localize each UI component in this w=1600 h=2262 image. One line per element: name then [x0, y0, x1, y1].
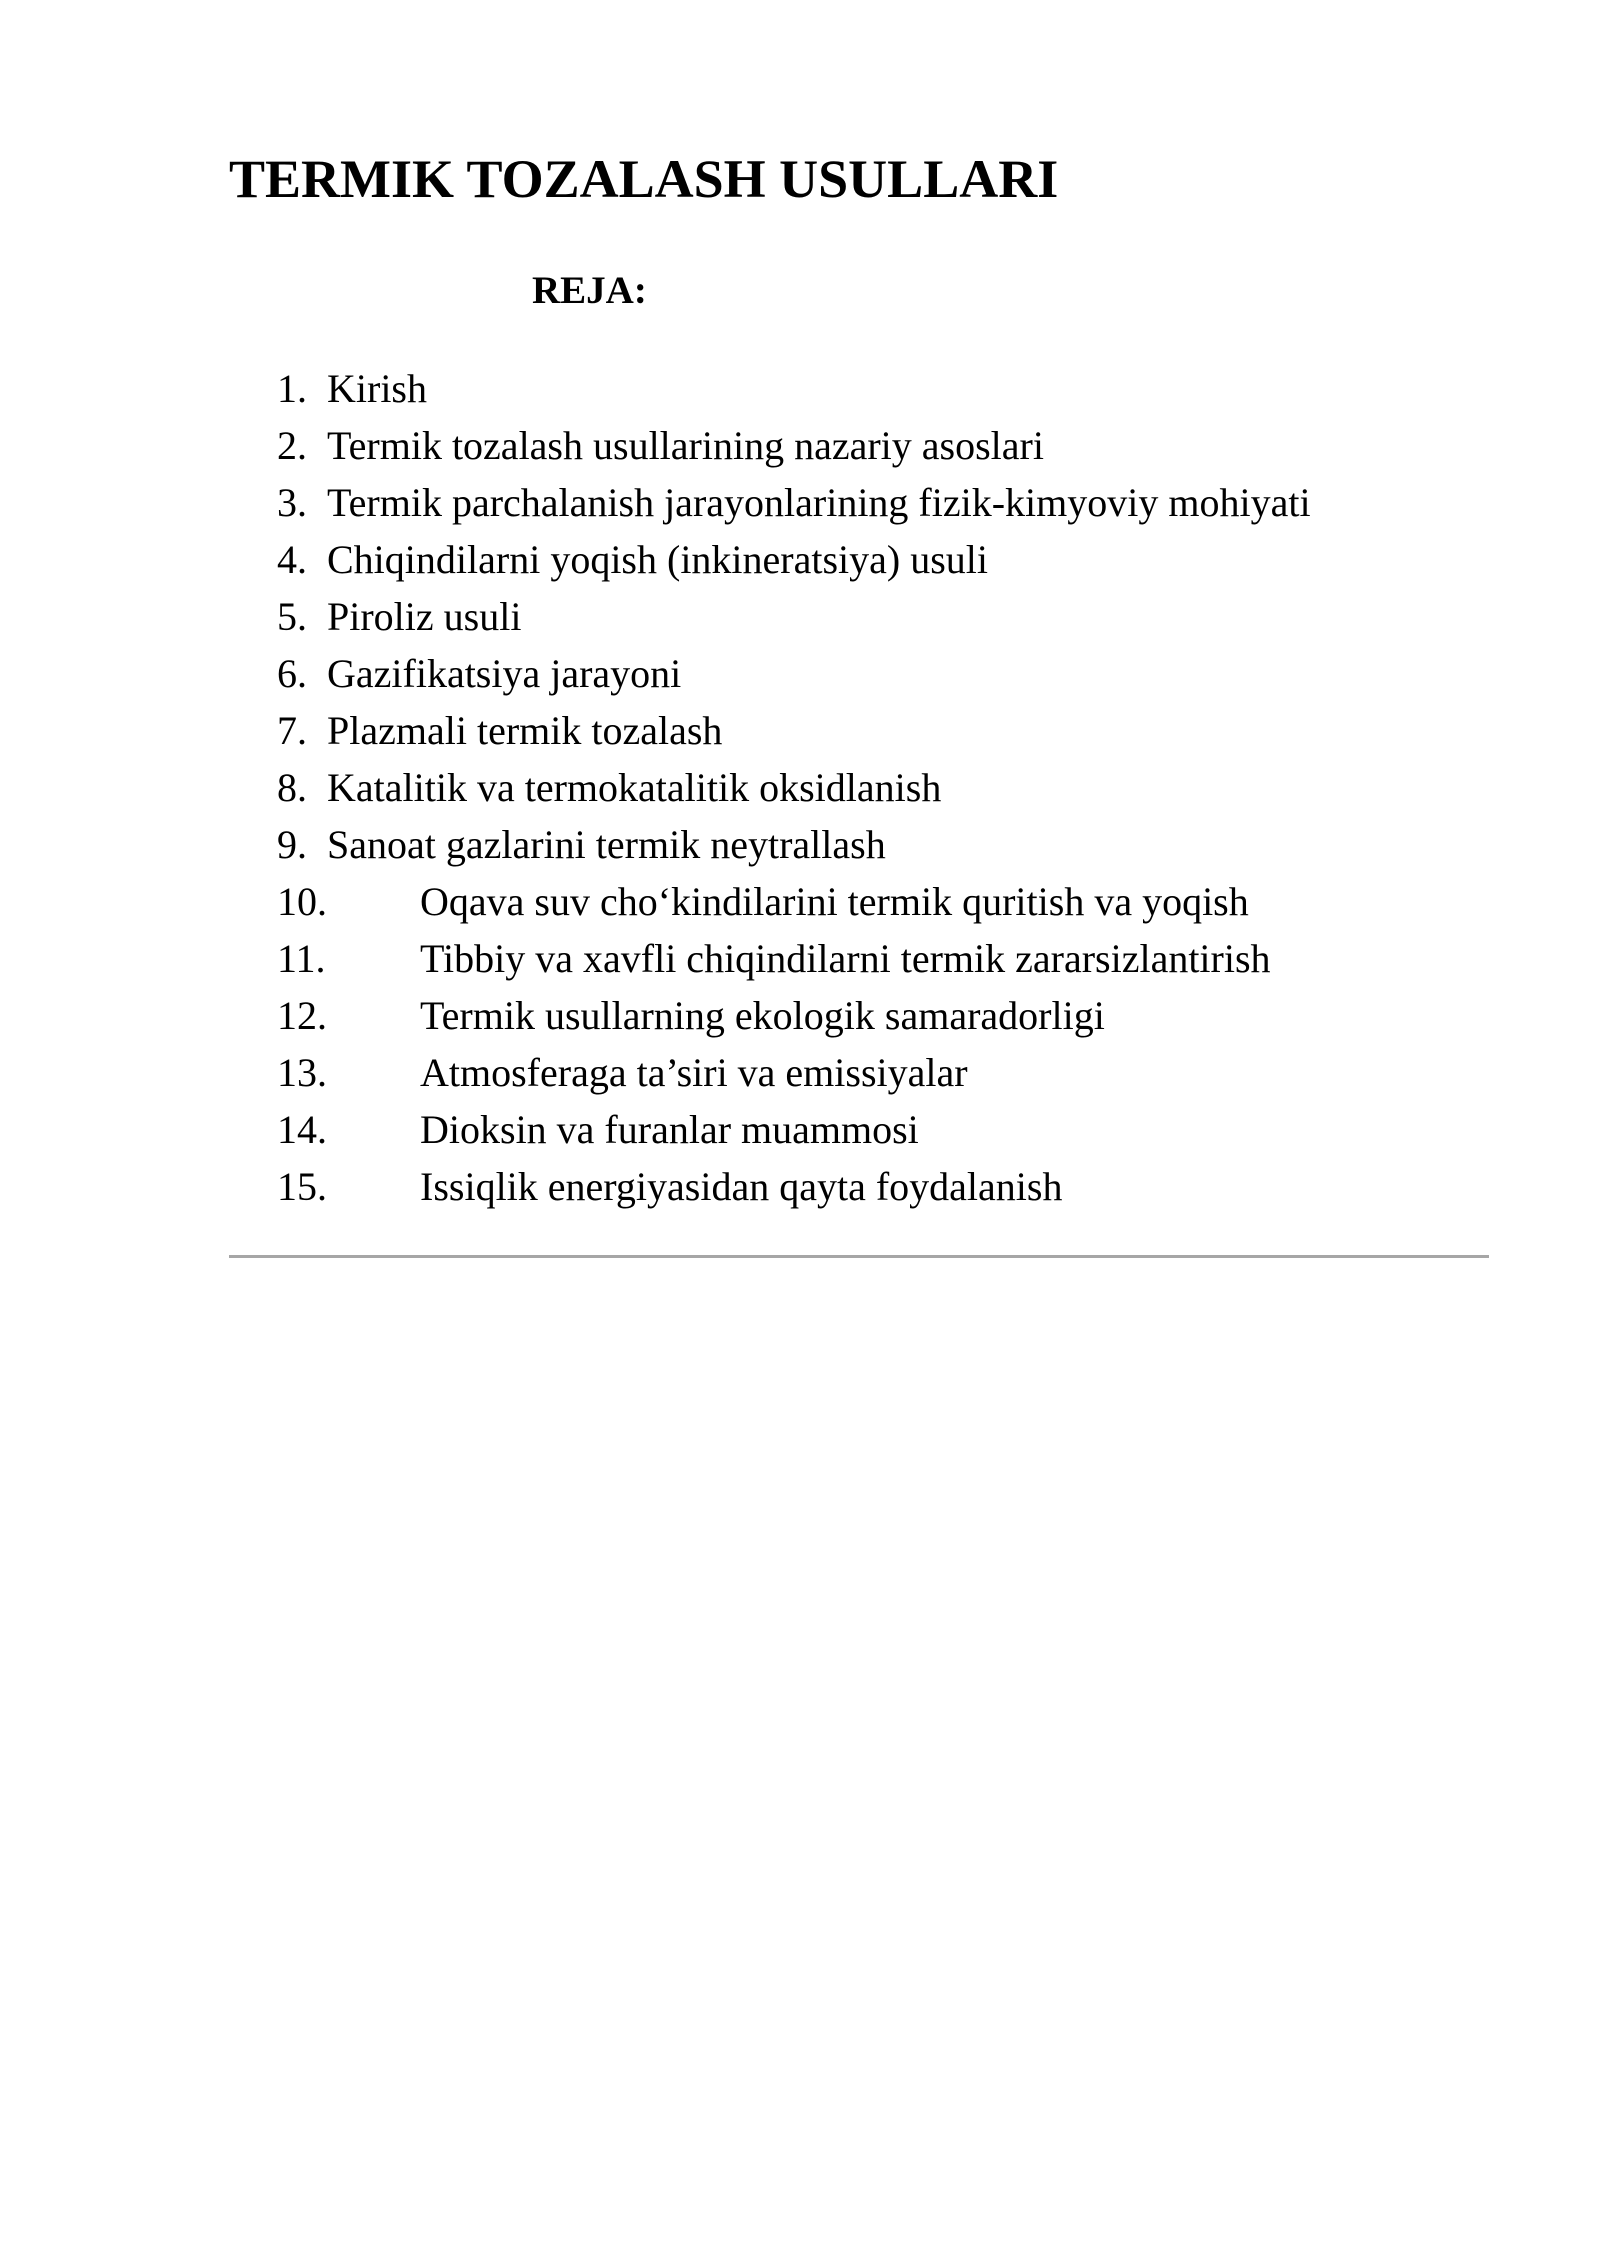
plan-item [0, 474, 1600, 531]
plan-item-text: Tibbiy va xavfli chiqindilarni termik zararsizlantirish [420, 936, 1271, 981]
plan-item-number: 10. [277, 879, 327, 924]
plan-item-text: Termik tozalash usullarining nazariy asoslari [327, 423, 1044, 468]
plan-item [0, 645, 1600, 702]
plan-item [0, 930, 1600, 987]
plan-item-number: 8. [277, 765, 307, 810]
plan-item [0, 360, 1600, 417]
document-title: TERMIK TOZALASH USULLARI [229, 149, 1059, 209]
plan-item [0, 759, 1600, 816]
plan-item-number: 15. [277, 1164, 327, 1209]
plan-item [0, 816, 1600, 873]
plan-item [0, 702, 1600, 759]
plan-item [0, 1044, 1600, 1101]
plan-item [0, 1101, 1600, 1158]
plan-item [0, 417, 1600, 474]
plan-item-text: Sanoat gazlarini termik neytrallash [327, 822, 886, 867]
plan-heading: REJA: [532, 269, 647, 312]
plan-item [0, 873, 1600, 930]
plan-item-text: Kirish [327, 366, 427, 411]
plan-item-number: 13. [277, 1050, 327, 1095]
plan-item-text: Issiqlik energiyasidan qayta foydalanish [420, 1164, 1063, 1209]
plan-item-text: Piroliz usuli [327, 594, 522, 639]
plan-list [0, 360, 1600, 1215]
plan-item-text: Termik usullarning ekologik samaradorligi [420, 993, 1105, 1038]
plan-item [0, 1158, 1600, 1215]
plan-item-number: 4. [277, 537, 307, 582]
plan-item-number: 14. [277, 1107, 327, 1152]
plan-item-number: 5. [277, 594, 307, 639]
plan-item-text: Chiqindilarni yoqish (inkineratsiya) usuli [327, 537, 989, 582]
plan-item-text: Katalitik va termokatalitik oksidlanish [327, 765, 942, 810]
plan-item-number: 9. [277, 822, 307, 867]
plan-item [0, 987, 1600, 1044]
plan-item-number: 2. [277, 423, 307, 468]
plan-item [0, 531, 1600, 588]
plan-item-text: Dioksin va furanlar muammosi [420, 1107, 919, 1152]
plan-item-number: 12. [277, 993, 327, 1038]
plan-item-number: 1. [277, 366, 307, 411]
plan-item-number: 11. [277, 936, 326, 981]
plan-item-text: Termik parchalanish jarayonlarining fizik-kimyoviy mohiyati [327, 480, 1311, 525]
plan-item-text: Gazifikatsiya jarayoni [327, 651, 682, 696]
plan-item-number: 6. [277, 651, 307, 696]
plan-item-text: Atmosferaga ta’siri va emissiyalar [420, 1050, 968, 1095]
plan-item-number: 3. [277, 480, 307, 525]
plan-item-text: Oqava suv cho‘kindilarini termik quritish va yoqish [420, 879, 1249, 924]
horizontal-divider [229, 1255, 1489, 1258]
plan-item-number: 7. [277, 708, 307, 753]
plan-item [0, 588, 1600, 645]
plan-item-text: Plazmali termik tozalash [327, 708, 723, 753]
